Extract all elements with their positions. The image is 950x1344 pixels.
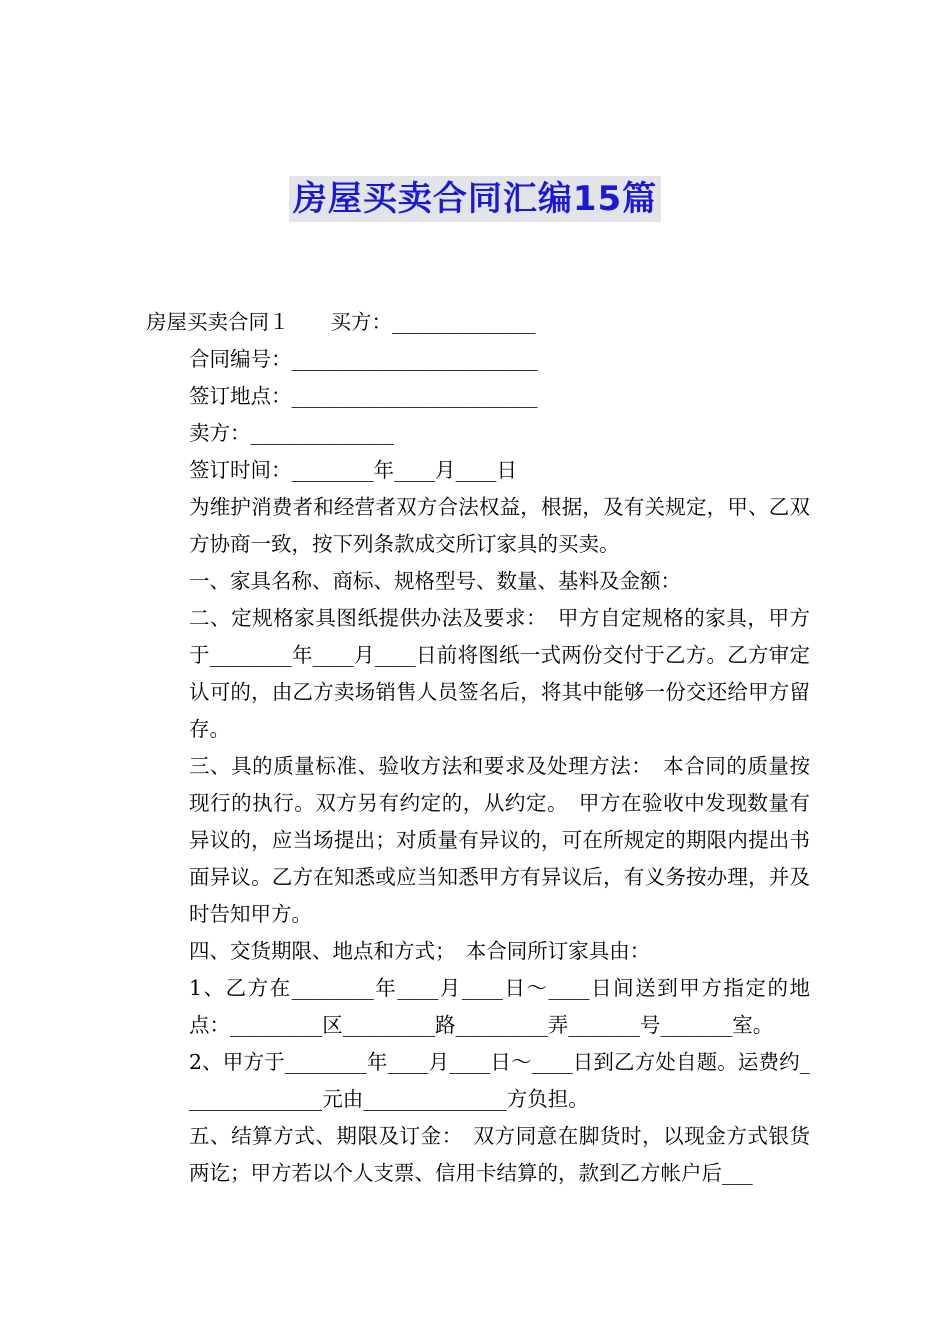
paragraph-clause-3: 三、具的质量标准、验收方法和要求及处理方法： 本合同的质量按现行的执行。双方另有约定的，从约定。 甲方在验收中发现数量有异议的，应当场提出；对质量有异议的，可在所规定的期限内提出书面异议。乙方在知悉或应当知悉甲方有异议后，有义务按办理，并及时告知甲方。 xyxy=(189,754,810,926)
paragraph-clause-4-item-1: 1、乙方在________年____月____日～____日间送到甲方指定的地点：_________区_________路_________弄_______号_______室。 xyxy=(189,976,810,1037)
paragraph-clause-2: 二、定规格家具图纸提供办法及要求： 甲方自定规格的家具，甲方于________年____月____日前将图纸一式两份交付于乙方。乙方审定认可的，由乙方卖场销售人员签名后，将其中能够一份交还给甲方留存。 xyxy=(189,606,810,741)
document-title: 房屋买卖合同汇编15篇 xyxy=(289,176,661,222)
paragraph-clause-5: 五、结算方式、期限及订金： 双方同意在脚货时，以现金方式银货两讫；甲方若以个人支票、信用卡结算的，款到乙方帐户后___ xyxy=(189,1124,810,1185)
paragraph-contract-header: 房屋买卖合同１ 买方：______________ xyxy=(146,310,536,334)
paragraph-contract-number: 合同编号：________________________ xyxy=(189,347,538,371)
paragraph-seller: 卖方：______________ xyxy=(189,421,394,445)
document-body xyxy=(146,304,810,1192)
paragraph-signing-place: 签订地点：________________________ xyxy=(189,384,538,408)
paragraph-clause-1: 一、家具名称、商标、规格型号、数量、基料及金额： xyxy=(189,569,681,593)
paragraph-clause-4: 四、交货期限、地点和方式； 本合同所订家具由： xyxy=(189,939,651,963)
paragraph-preamble: 为维护消费者和经营者双方合法权益，根据，及有关规定，甲、乙双方协商一致，按下列条款成交所订家具的买卖。 xyxy=(189,495,810,556)
title-container xyxy=(0,176,950,222)
paragraph-signing-time: 签订时间：________年____月____日 xyxy=(189,458,517,482)
paragraph-clause-4-item-2: 2、甲方于________年____月____日～____日到乙方处自题。运费约______________元由______________方负担。 xyxy=(189,1050,810,1111)
